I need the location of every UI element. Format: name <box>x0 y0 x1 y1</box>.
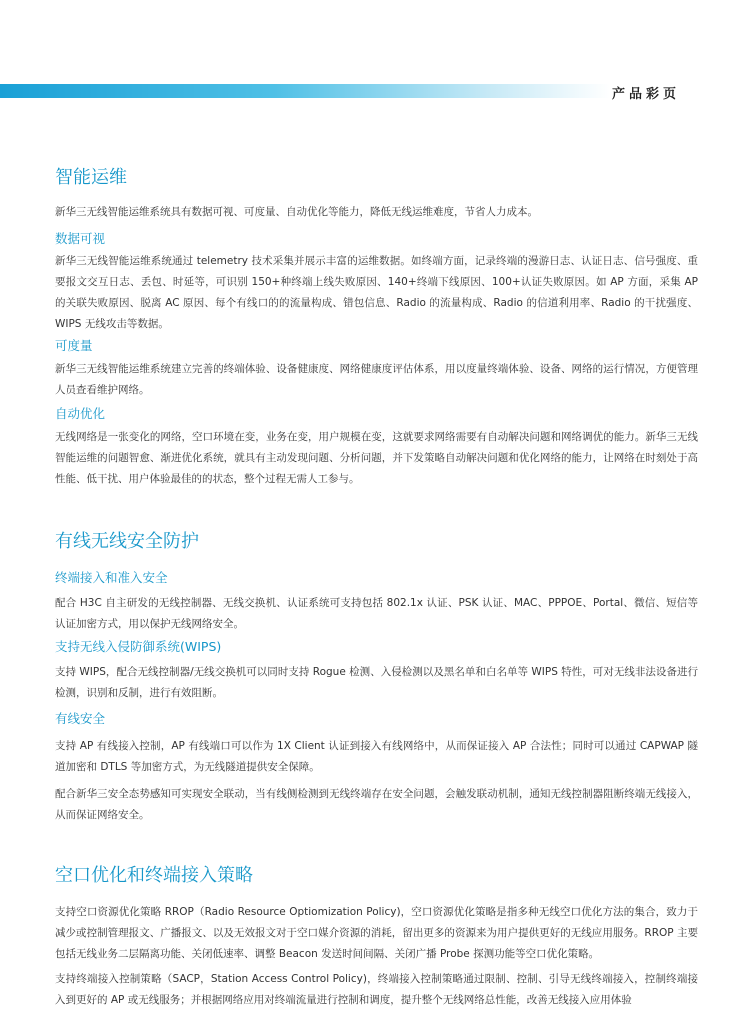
paragraph-sacp: 支持终端接入控制策略（SACP，Station Access Control Policy)，终端接入控制策略通过限制、控制、引导无线终端接入，控制终端接入到更好的 AP 或无线服务；并根据网络应用对终端流量进行控制和调度，提升整个无线网络总性能，改善无线接入应用体验 <box>55 973 698 1006</box>
subsection-title-data-visible: 数据可视 <box>55 231 106 246</box>
paragraph-wips: 支持 WIPS，配合无线控制器/无线交换机可以同时支持 Rogue 检测、入侵检测以及黑名单和白名单等 WIPS 特性，可对无线非法设备进行检测，识别和反制，进行有效阻断。 <box>55 666 698 699</box>
section-title-security: 有线无线安全防护 <box>55 531 199 552</box>
paragraph-wired-security-2: 配合新华三安全态势感知可实现安全联动，当有线侧检测到无线终端存在安全问题，会触发联动机制，通知无线控制器阻断终端无线接入，从而保证网络安全。 <box>55 788 698 821</box>
section-intro-smart-ops: 新华三无线智能运维系统具有数据可视、可度量、自动优化等能力，降低无线运维难度，节省人力成本。 <box>55 206 538 218</box>
paragraph-terminal-access: 配合 H3C 自主研发的无线控制器、无线交换机、认证系统可支持包括 802.1x 认证、PSK 认证、MAC、PPPOE、Portal、微信、短信等认证加密方式，用以保护无线网络安全。 <box>55 597 698 630</box>
paragraph-measurable: 新华三无线智能运维系统建立完善的终端体验、设备健康度、网络健康度评估体系，用以度量终端体验、设备、网络的运行情况，方便管理人员查看维护网络。 <box>55 363 698 396</box>
header-gradient-bar <box>0 84 610 98</box>
subsection-title-terminal-access: 终端接入和准入安全 <box>55 570 168 585</box>
subsection-title-wired-security: 有线安全 <box>55 711 106 726</box>
paragraph-rrop: 支持空口资源优化策略 RROP（Radio Resource Optiomization Policy)，空口资源优化策略是指多种无线空口优化方法的集合，致力于减少或控制管理报文、广播报文、以及无效报文对于空口媒介资源的消耗，留出更多的资源来为用户提供更好的无线应用服务。RROP 主要包括无线业务二层隔离功能、关闭低速率、调整 Beacon 发送时间间隔、关闭广播 Probe 探测功能等空口优化策略。 <box>55 906 698 960</box>
paragraph-auto-optimize: 无线网络是一张变化的网络，空口环境在变，业务在变，用户规模在变，这就要求网络需要有自动解决问题和网络调优的能力。新华三无线智能运维的问题智愈、渐进优化系统，就具有主动发现问题、分析问题，并下发策略自动解决问题和优化网络的能力，让网络在时刻处于高性能、低干扰、用户体验最佳的的状态，整个过程无需人工参与。 <box>55 431 698 485</box>
section-title-smart-ops: 智能运维 <box>55 167 127 188</box>
subsection-title-measurable: 可度量 <box>55 338 93 353</box>
header-label: 产品彩页 <box>612 87 681 102</box>
paragraph-data-visible: 新华三无线智能运维系统通过 telemetry 技术采集并展示丰富的运维数据。如终端方面，记录终端的漫游日志、认证日志、信号强度、重要报文交互日志、丢包、时延等，可识别 150+种终端上线失败原因、140+终端下线原因、100+认证失败原因。如 AP 方面，采集 AP 的关联失败原因、脱离 AC 原因、每个有线口的的流量构成、错包信息、Radio 的流量构成、Radio 的信道利用率、Radio 的干扰强度、WIPS 无线攻击等数据。 <box>55 255 698 330</box>
section-title-air-interface: 空口优化和终端接入策略 <box>55 865 253 886</box>
paragraph-wired-security-1: 支持 AP 有线接入控制，AP 有线端口可以作为 1X Client 认证到接入有线网络中，从而保证接入 AP 合法性；同时可以通过 CAPWAP 隧道加密和 DTLS 等加密方式，为无线隧道提供安全保障。 <box>55 740 698 773</box>
subsection-title-auto-optimize: 自动优化 <box>55 406 106 421</box>
subsection-title-wips: 支持无线入侵防御系统(WIPS) <box>55 639 222 654</box>
